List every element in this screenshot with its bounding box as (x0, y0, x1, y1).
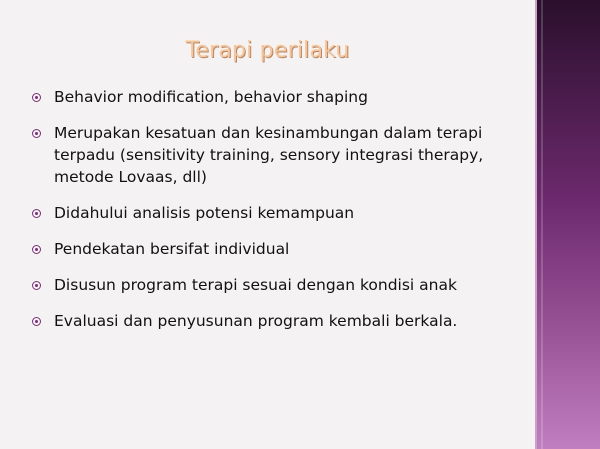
decorative-side-band (535, 0, 600, 449)
bullet-text: Behavior modification, behavior shaping (54, 88, 368, 106)
bullet-item (30, 310, 510, 332)
bullet-text: Evaluasi dan penyusunan program kembali berkala. (54, 312, 458, 330)
bullet-item (30, 86, 510, 108)
bullet-item (30, 202, 510, 224)
circle-bullet-icon (32, 93, 41, 102)
circle-bullet-icon (32, 317, 41, 326)
bullet-text: Pendekatan bersifat individual (54, 240, 290, 258)
bullet-item (30, 122, 510, 188)
circle-bullet-icon (32, 245, 41, 254)
circle-bullet-icon (32, 209, 41, 218)
slide-title: Terapi perilaku (185, 38, 350, 63)
bullet-text: Disusun program terapi sesuai dengan kondisi anak (54, 276, 457, 294)
bullet-item (30, 238, 510, 260)
bullet-item (30, 274, 510, 296)
bullet-text: Didahului analisis potensi kemampuan (54, 204, 355, 222)
bullet-list (30, 86, 510, 346)
circle-bullet-icon (32, 281, 41, 290)
bullet-text: Merupakan kesatuan dan kesinambungan dalam terapi terpadu (sensitivity training, sensory integrasi therapy, metode Lovaas, dll) (54, 124, 484, 186)
circle-bullet-icon (32, 129, 41, 138)
